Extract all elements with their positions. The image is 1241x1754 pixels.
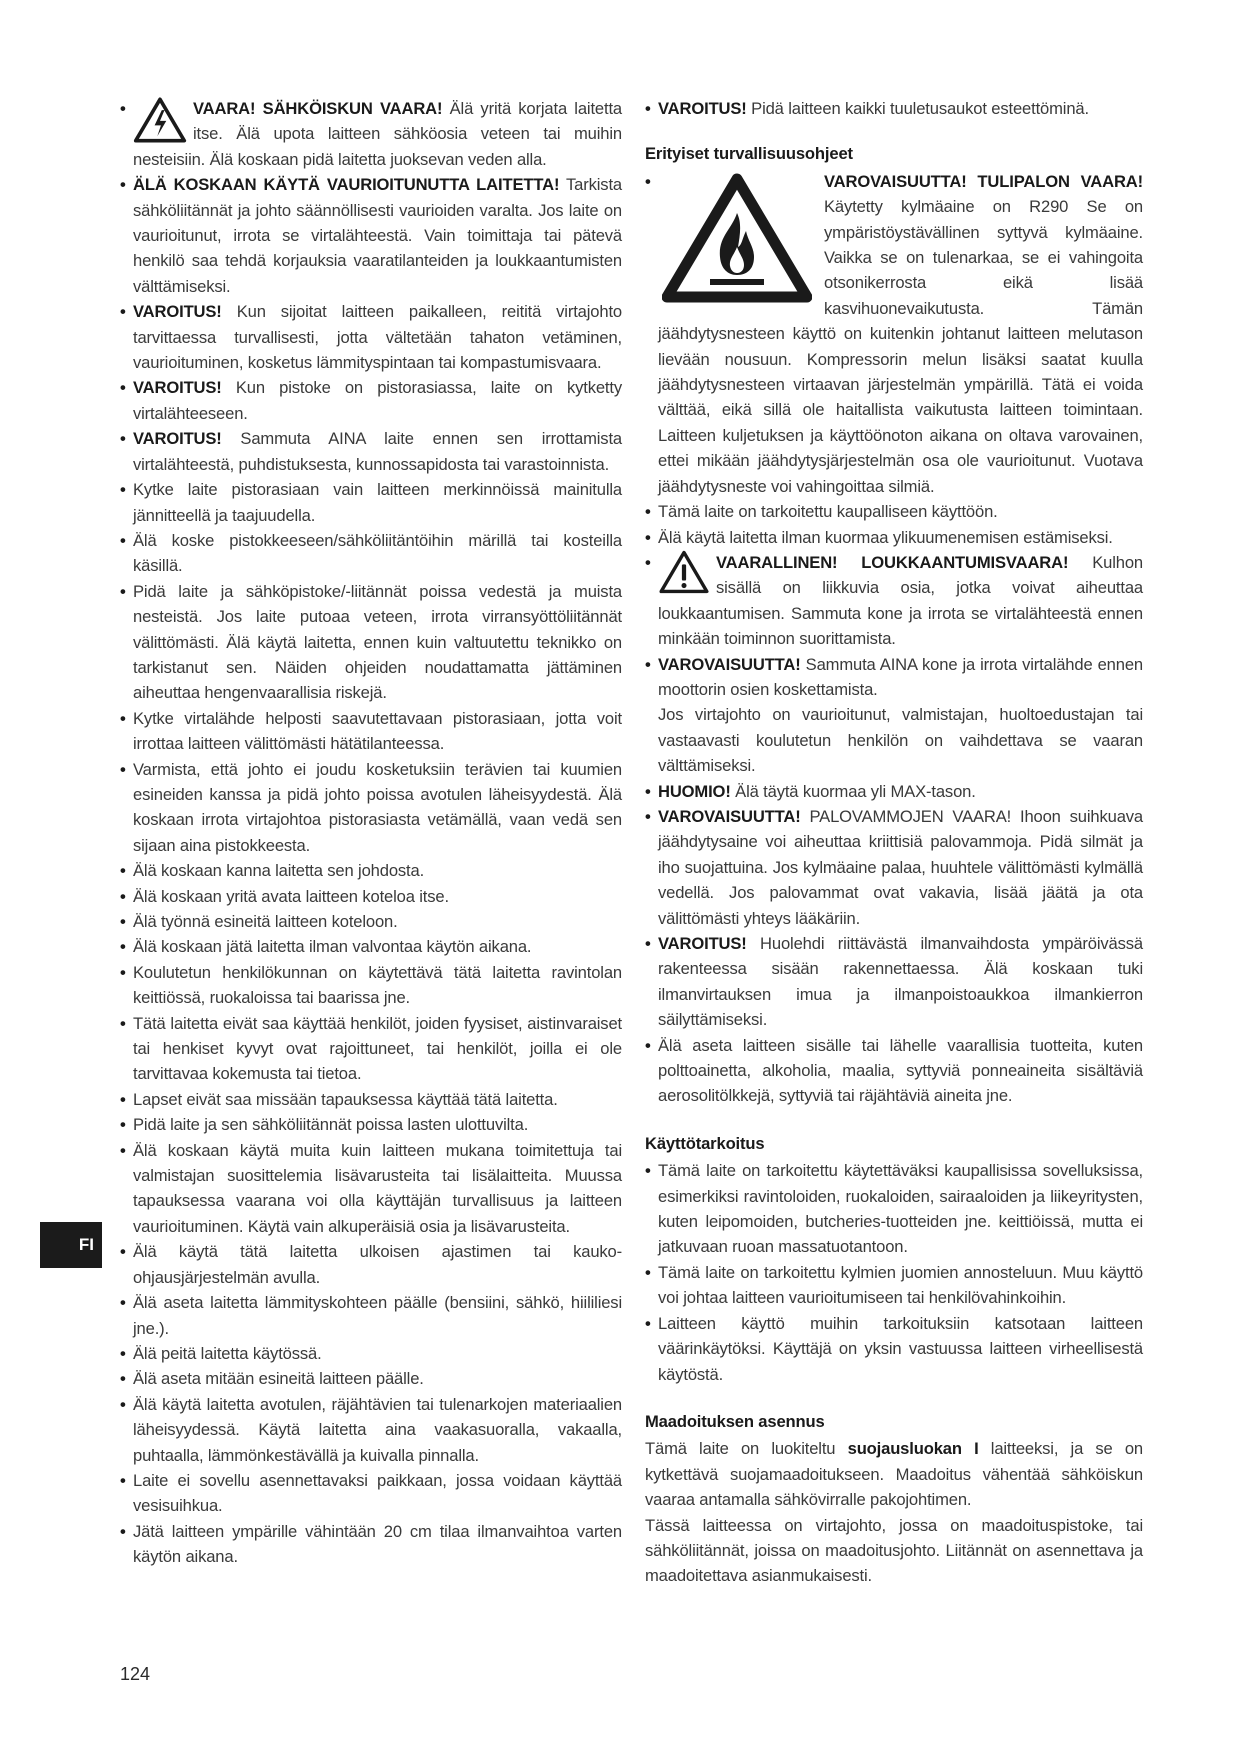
grounding-paragraph-1 [645,1436,1143,1512]
electric-hazard-icon [133,96,187,144]
item-lead: VAROITUS! [658,99,747,118]
list-item [120,172,622,299]
item-text: PALOVAMMOJEN VAARA! Ihoon suihkuava jäähdytysaine voi aiheuttaa kriittisiä palovammoja. Pidä silmät ja iho suojattuina. Jos kylmäaine palaa, huuhtele välittömästi kylmällä vedellä. Jos palovammat ovat vakavia, lisää jäätä ja ota välittömästi yhteys lääkäriin. [658,806,1143,928]
list-item [120,706,622,757]
item-text: Älä aseta mitään esineitä laitteen päälle. [133,1369,424,1389]
list-item [120,1341,622,1366]
item-lead: VAROITUS! [133,302,222,322]
item-text: Älä aseta laitteen sisälle tai lähelle vaarallisia tuotteita, kuten polttoainetta, alkoholia, maalia, syttyviä ponneaineita sisältäviä aerosolitölkkejä, syttyviä tai räjähtäviä aineita jne. [658,1035,1143,1106]
item-lead: VAROVAISUUTTA! TULIPALON VAARA! [824,171,1143,191]
item-lead: ÄLÄ KOSKAAN KÄYTÄ VAURIOITUNUTTA LAITETTA! [133,175,560,195]
item-lead: VAROVAISUUTTA! [658,806,801,826]
item-lead: VAROITUS! [658,934,747,953]
item-lead: VAROVAISUUTTA! [658,654,801,674]
item-text: Jätä laitteen ympärille vähintään 20 cm tilaa ilmanvaihtoa varten käytön aikana. [133,1521,622,1567]
item-text: Sammuta AINA kone ja irrota virtalähde ennen moottorin osien koskettamista. [658,654,1143,699]
item-text: Kulhon sisällä on liikkuvia osia, jotka voivat aiheuttaa loukkaantumisen. Sammuta kone ja irrota se virtalähteestä ennen minkään toiminnon suorittamista. [658,552,1143,649]
list-item [645,1311,1143,1387]
item-text: Laitteen käyttö muihin tarkoituksiin katsotaan laitteen väärinkäytöksi. Käyttäjä on yksin vastuussa laitteen virheellisestä käytöstä. [658,1313,1143,1384]
intended-use-heading: Käyttötarkoitus [645,1133,765,1153]
item-extra-text: Jos virtajohto on vaurioitunut, valmistajan, huoltoedustajan tai vastaavasti koulutetun henkilön on vaihdettava se vaaran välttämiseksi. [658,705,1143,776]
list-item [120,757,622,859]
item-lead: HUOMIO! [658,781,731,801]
list-item [120,1087,622,1112]
item-text: Kun sijoitat laitteen paikalleen, reititä virtajohto tarvittaessa turvallisesti, jotta vältetään tahaton vetäminen, vaurioituminen, kosketus lämmityspintaan tai kompastumisvaara. [133,302,622,373]
list-item [645,1158,1143,1260]
item-text: Huolehdi riittävästä ilmanvaihdosta ympäröivässä rakenteessa sisään rakennettaessa. Älä koskaan tuki ilmanvirtauksen imua ja ilmanpoistoaukkoa ilmankierron säilyttämiseksi. [658,934,1143,1030]
item-text: Tätä laitetta eivät saa käyttää henkilöt, joiden fyysiset, aistinvaraiset tai henkiset kyvyt ovat rajoittuneet, tai henkilöt, joilla ei ole tarvittavaa kokemusta tai tietoa. [133,1013,622,1084]
item-text: Käytetty kylmäaine on R290 Se on ympäristöystävällinen syttyvä kylmäaine. Vaikka se on tulenarkaa, se ei vahingoita otsonikerrosta eikä lisää kasvihuonevaikutusta. Tämän jäähdytysnesteen käyttö on kuitenkin johtanut laitteen melutason lievään nousuun. Kompressorin melun lisäksi saatat kuulla jäähdytysnesteen virtaavan järjestelmän ympärillä. Tätä ei voida välttää, eikä sillä ole haitallista vaikutusta laitteen toimintaan. Laitteen kuljetuksen ja käyttöönoton aikana on oltava varovainen, ettei mikään jäähdytysjärjestelmän osa ole vaurioitunut. Vuotava jäähdytysneste voi vahingoittaa silmiä. [658,197,1143,496]
list-item [120,858,622,883]
left-safety-list [120,96,622,1570]
item-text: Kun pistoke on pistorasiassa, laite on kytketty virtalähteeseen. [133,378,622,423]
list-item [120,299,622,375]
item-text: Älä koskaan jätä laitetta ilman valvontaa käytön aikana. [133,937,532,957]
item-text: Tämä laite on tarkoitettu kylmien juomien annosteluun. Muu käyttö voi johtaa laitteen vaurioitumiseen tai henkilövahinkoihin. [658,1262,1143,1308]
left-column [120,96,622,1570]
list-item [645,169,1143,499]
list-item [645,96,1143,121]
flammable-hazard-icon [662,173,812,303]
list-item [120,1112,622,1137]
intended-use-list [645,1158,1143,1387]
item-text: Älä koskaan yritä avata laitteen koteloa itse. [133,886,449,906]
item-text: Älä käytä laitetta ilman kuormaa ylikuumenemisen estämiseksi. [658,527,1113,547]
list-item [645,779,1143,804]
list-item [120,1519,622,1570]
warning-triangle-icon [658,550,710,594]
list-item [645,525,1143,550]
item-text: Älä yritä korjata laitetta itse. Älä upota laitteen sähköosia veteen tai muihin nesteisiin. Älä koskaan pidä laitetta juoksevan veden alla. [133,99,622,169]
list-item [120,909,622,934]
list-item [120,426,622,477]
list-item [120,1011,622,1087]
item-text: Laite ei sovellu asennettavaksi paikkaan, jossa voidaan käyttää vesisuihkua. [133,1470,622,1516]
item-text: Älä koskaan käytä muita kuin laitteen mukana toimitettuja tai valmistajan suosittelemia lisävarusteita tai lisälaitteita. Muussa tapauksessa vaarana voi olla käyttäjän turvallisuus ja laitteen vaurioituminen. Käytä vain alkuperäisiä osia ja lisävarusteita. [133,1140,622,1236]
list-item [120,1392,622,1468]
protection-class: suojausluokan I [847,1439,979,1459]
item-lead: VAARALLINEN! LOUKKAANTUMISVAARA! [716,552,1069,572]
item-text: Tämä laite on tarkoitettu käytettäväksi kaupallisissa sovelluksissa, esimerkiksi ravintoloiden, ruokaloiden, sairaaloiden ja liikeyritysten, kuten leipomoiden, butcheries-tuotteiden jne. keittiöissä, mutta ei jatkuvaan ruoan massatuotantoon. [658,1161,1143,1257]
list-item [120,375,622,426]
item-text: Pidä laitteen kaikki tuuletusaukot esteettöminä. [746,99,1089,118]
item-text: Lapset eivät saa missään tapauksessa käyttää tätä laitetta. [133,1089,558,1109]
list-item [645,550,1143,652]
grounding-paragraph-2: Tässä laitteessa on virtajohto, jossa on maadoituspistoke, tai sähköliitännät, joissa on maadoitusjohto. Liitännät on asennettava ja maadoitettava asianmukaisesti. [645,1515,1143,1586]
language-tab: FI [40,1222,102,1268]
right-column [645,96,1143,1589]
special-safety-list [645,169,1143,1109]
list-item [645,1033,1143,1109]
item-text: Älä käytä laitetta avotulen, räjähtävien tai tulenarkojen materiaalien läheisyydessä. Käytä laitetta aina vaakasuoralla, vakaalla, puhtaalla, lämmönkestävällä ja kuivalla pinnalla. [133,1394,622,1465]
item-text: Älä käytä tätä laitetta ulkoisen ajastimen tai kauko-ohjausjärjestelmän avulla. [133,1242,622,1287]
list-item [120,1468,622,1519]
grounding-text: laitteeksi, ja se on kytkettävä suojamaadoitukseen. Maadoitus vähentää sähköiskun vaaraa antamalla sähkövirralle pakojohtimen. [645,1439,1144,1510]
special-safety-heading: Erityiset turvallisuusohjeet [645,144,853,164]
list-item [645,804,1143,931]
item-text: Pidä laite ja sähköpistoke/-liitännät poissa vedestä ja muista nesteistä. Jos laite putoaa veteen, irrota virransyöttöliitännät välittömästi. Älä käytä laitetta, ennen kuin valtuutettu teknikko on tarkistanut sen. Näiden ohjeiden noudattamatta jättäminen aiheuttaa hengenvaarallisia riskejä. [133,581,622,703]
item-text: Pidä laite ja sen sähköliitännät poissa lasten ulottuvilta. [133,1115,529,1135]
list-item [645,499,1143,524]
item-text: Älä peitä laitetta käytössä. [133,1343,322,1363]
list-item [120,960,622,1011]
list-item [120,1290,622,1341]
right-top-list [645,96,1143,121]
item-text: Älä aseta laitetta lämmityskohteen päälle (bensiini, sähkö, hiililiesi jne.). [133,1293,622,1338]
item-lead: VAROITUS! [133,378,222,398]
list-item [120,96,622,172]
list-item [120,934,622,959]
item-lead: VAROITUS! [133,429,222,449]
grounding-text: Tämä laite on luokiteltu [645,1439,848,1459]
item-text: Kytke laite pistorasiaan vain laitteen merkinnöissä mainitulla jännitteellä ja taajuudella. [133,480,622,525]
item-text: Kytke virtalähde helposti saavutettavaan pistorasiaan, jotta voit irrottaa laitteen välittömästi hätätilanteessa. [133,708,622,754]
item-text: Koulutetun henkilökunnan on käytettävä tätä laitetta ravintolan keittiössä, ruokaloissa tai baarissa jne. [133,962,622,1008]
list-item [120,1366,622,1391]
item-text: Varmista, että johto ei joudu kosketuksiin terävien tai kuumien esineiden kanssa ja pidä johto poissa avotulen läheisyydestä. Älä koskaan irrota virtajohtoa pistorasiasta vetämällä, vaan vedä sen sijaan aina pistokkeesta. [133,759,622,855]
page-number: 124 [120,1664,151,1684]
item-text: Älä täytä kuormaa yli MAX-tason. [730,781,976,801]
list-item [645,652,1143,779]
item-text: Älä koske pistokkeeseen/sähköliitäntöihin märillä tai kosteilla käsillä. [133,530,622,576]
item-text: Älä työnnä esineitä laitteen koteloon. [133,912,398,931]
item-lead: VAARA! SÄHKÖISKUN VAARA! [193,99,443,118]
list-item [120,477,622,528]
item-text: Tämä laite on tarkoitettu kaupalliseen käyttöön. [658,502,998,522]
list-item [120,579,622,706]
list-item [120,1138,622,1240]
list-item [120,884,622,909]
item-text: Sammuta AINA laite ennen sen irrottamista virtalähteestä, puhdistuksesta, kunnossapidosta tai varastoinnista. [133,429,622,474]
item-text: Älä koskaan kanna laitetta sen johdosta. [133,861,425,881]
item-text: Tarkista sähköliitännät ja johto säännöllisesti vaurioiden varalta. Jos laite on vaurioitunut, irrota se virtalähteestä. Vain toimittaja tai pätevä henkilö saa tehdä korjauksia vaaratilanteiden ja loukkaantumisten välttämiseksi. [133,175,622,296]
list-item [645,1260,1143,1311]
grounding-heading: Maadoituksen asennus [645,1411,825,1431]
list-item [645,931,1143,1033]
list-item [120,528,622,579]
list-item [120,1239,622,1290]
